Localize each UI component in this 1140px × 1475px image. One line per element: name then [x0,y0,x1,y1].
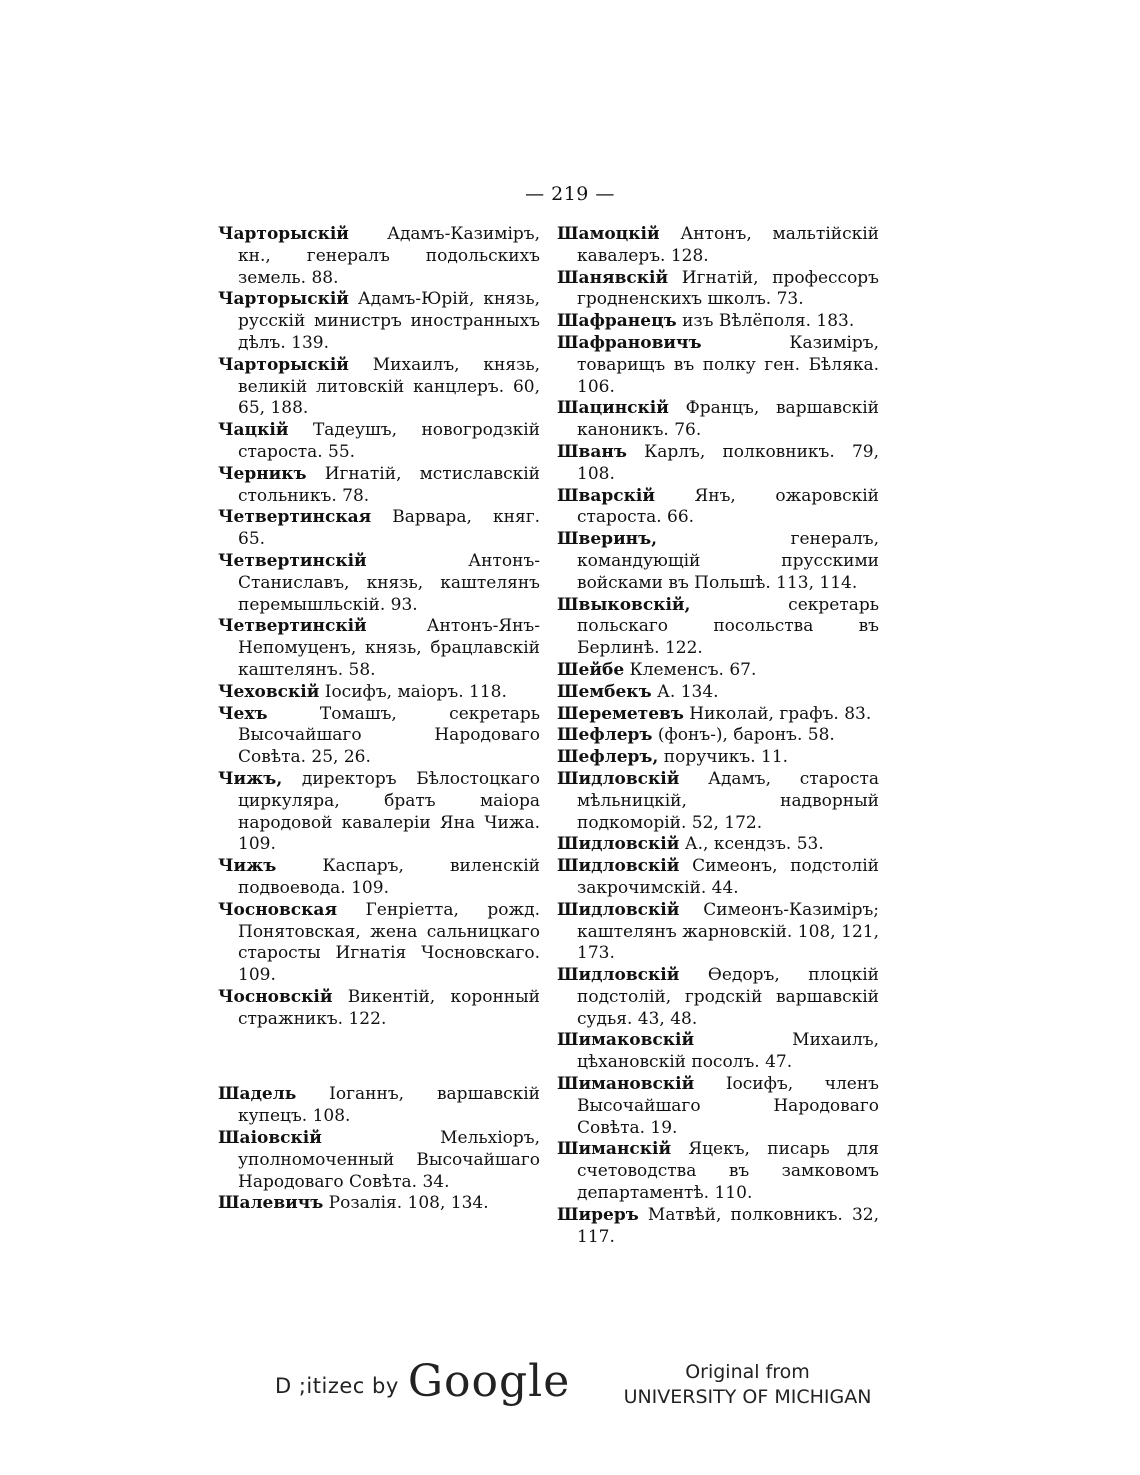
index-column-right [557,224,879,1248]
entry-details: Каспаръ, виленскій подвоевода. 109. [238,856,540,898]
entry-surname: Чарторыскій [218,354,349,375]
google-logo: Google [407,1356,571,1407]
entry-details: генералъ, командующій прусскими войсками въ Польшѣ. 113, 114. [577,529,879,593]
library-attribution [620,1360,875,1410]
entry-details: секретарь польскаго посольства въ Берлинѣ. 122. [577,594,879,659]
index-entry [557,1030,879,1074]
index-entry [557,268,879,312]
entry-details: Тадеушъ, новогродзкій староста. 55. [238,420,540,462]
entry-surname: Чарторыскій [218,224,349,244]
index-entry [218,987,540,1031]
entry-surname: Шванъ [557,441,627,462]
entries-sha [218,1084,540,1215]
index-entry [218,1084,540,1128]
entry-details: Іосифъ, членъ Высочайшаго Народоваго Совѣта. 19. [577,1074,879,1138]
google-watermark [275,1356,570,1407]
entry-details: Симеонъ-Казиміръ; каштелянъ жарновскій. 108, 121, 173. [577,899,879,964]
entry-details: изъ Вѣлёполя. 183. [676,311,855,332]
entry-surname: Шейбе [557,659,625,680]
entry-details: Антонъ, мальтійскій кавалеръ. 128. [577,224,879,266]
entry-details: Игнатій, мстиславскій стольникъ. 78. [238,463,540,506]
entry-details: поручикъ. 11. [658,747,789,768]
index-entry [557,442,879,486]
index-entry [218,224,540,289]
entry-surname: Шалевичъ [218,1193,324,1214]
entry-details: Генріетта, рожд. Понятовская, жена сальницкаго старосты Игнатія Чосновскаго. 109. [238,899,540,986]
entry-surname: Чеховскій [218,681,320,702]
entry-surname: Шимановскій [557,1074,695,1095]
entry-details: Варвара, княг. 65. [238,507,540,550]
index-entry [218,1193,540,1215]
entry-details: Адамъ-Казиміръ, кн., генералъ подольскихъ земель. 88. [238,224,540,288]
index-entry [557,529,879,594]
entry-surname: Четвертинскій [218,550,367,571]
entry-details: Матвѣй, полковникъ. 32, 117. [577,1204,879,1247]
entry-details: директоръ Бѣлостоцкаго циркуляра, братъ маіора народовой кавалеріи Яна Чижа. 109. [238,768,540,855]
entry-surname: Шефлеръ [557,725,653,746]
index-entry [557,311,879,333]
entry-details: Ѳедоръ, плоцкій подстолій, гродскій варшавскій судья. 43, 48. [577,965,879,1029]
entry-surname: Шаіовскій [218,1128,322,1149]
index-entry [557,1139,879,1204]
entry-details: (фонъ-), баронъ. 58. [652,725,835,746]
index-entry [218,507,540,551]
entry-details: Казиміръ, товарищъ въ полку ген. Бѣляка. 106. [577,332,879,397]
entry-details: Іосифъ, маіоръ. 118. [319,681,507,702]
index-entry [557,595,879,660]
entry-details: Карлъ, полковникъ. 79, 108. [577,441,879,484]
university-name: UNIVERSITY OF MICHIGAN [623,1386,872,1408]
entry-surname: Чижъ, [218,768,283,789]
entry-surname: Шимаковскій [557,1030,695,1051]
entry-details: Адамъ, староста мѣльницкій, надворный подкоморій. 52, 172. [577,768,879,833]
original-from-text: Original from [685,1361,810,1383]
index-entry [218,856,540,900]
entry-details: Клеменсъ. 67. [624,659,757,680]
page-number: — 219 — [525,183,615,205]
entry-details: А. 134. [651,681,719,702]
index-entry [557,486,879,530]
entry-surname: Шанявскій [557,267,669,288]
section-gap [218,1030,540,1084]
index-entry [557,747,879,769]
index-entry [218,682,540,704]
index-entry [557,682,879,704]
entry-surname: Чижъ [218,856,277,877]
index-entry [557,856,879,900]
index-entry [218,769,540,856]
entry-surname: Шефлеръ, [557,747,659,768]
entry-details: Викентій, коронный стражникъ. 122. [238,986,540,1029]
entry-details: Янъ, ожаровскій староста. 66. [577,485,879,528]
entry-details: Францъ, варшавскій каноникъ. 76. [577,398,879,441]
entry-surname: Шверинъ, [557,529,658,550]
index-column-left [218,224,540,1215]
index-entry [218,551,540,616]
index-entry [557,965,879,1030]
entry-details: Игнатій, профессоръ гродненскихъ школъ. 73. [577,267,879,310]
entry-surname: Чацкій [218,420,289,441]
entry-surname: Швыковскій, [557,594,691,615]
entry-surname: Шереметевъ [557,703,684,724]
entry-details: Николай, графъ. 83. [683,703,872,724]
entry-surname: Шварскій [557,485,655,506]
index-entry [557,1074,879,1139]
entry-details: Адамъ-Юрій, князь, русскій министръ иностранныхъ дѣлъ. 139. [238,289,540,353]
index-entry [557,769,879,834]
entry-details: Симеонъ, подстолій закрочимскій. 44. [577,856,879,898]
entry-details: Михаилъ, князь, великій литовскій канцлеръ. 60, 65, 188. [238,354,540,419]
entry-surname: Шембекъ [557,681,652,702]
entry-details: Михаилъ, цѣхановскій посолъ. 47. [577,1030,879,1073]
entry-surname: Черникъ [218,463,307,484]
entries-shi [557,224,879,1248]
index-entry [557,660,879,682]
entry-details: Розалія. 108, 134. [323,1193,489,1214]
index-entry [218,464,540,508]
entry-surname: Шацинскій [557,398,669,419]
entry-details: Антонъ-Станиславъ, князь, каштелянъ перемышльскій. 93. [238,550,540,615]
entry-surname: Шадель [218,1084,297,1105]
index-entry [557,398,879,442]
index-entry [218,420,540,464]
entry-details: Яцекъ, писарь для счетоводства въ замковомъ департаментѣ. 110. [577,1139,879,1204]
index-entry [218,355,540,420]
index-entry [218,616,540,681]
index-entry [557,834,879,856]
index-entry [218,289,540,354]
entry-surname: Шидловскій [557,768,680,789]
index-entry [557,1205,879,1249]
entry-surname: Чарторыскій [218,289,349,310]
index-entry [218,900,540,987]
entry-surname: Четвертинскій [218,616,367,637]
entry-details: Антонъ-Янъ-Непомуценъ, князь, брацлавскій каштелянъ. 58. [238,616,540,680]
index-entry [218,1128,540,1193]
entry-surname: Шиманскій [557,1139,672,1160]
index-entry [557,333,879,398]
entry-surname: Четвертинская [218,507,372,528]
entry-surname: Чосновская [218,899,338,920]
digitized-by-text: D ;itizec by [275,1374,399,1398]
entry-surname: Шафрановичъ [557,332,702,353]
index-entry [218,704,540,769]
entry-surname: Шидловскій [557,899,680,920]
entry-surname: Шидловскій [557,856,680,877]
entry-surname: Шафранецъ [557,311,677,332]
entry-surname: Шидловскій [557,965,680,986]
index-entry [557,725,879,747]
entry-surname: Чехъ [218,703,268,724]
entry-surname: Чосновскій [218,986,333,1007]
index-entry [557,900,879,965]
entry-surname: Ширеръ [557,1204,639,1225]
entry-surname: Шамоцкій [557,224,660,244]
index-entry [557,224,879,268]
entry-details: Мельхіоръ, уполномоченный Высочайшаго Народоваго Совѣта. 34. [238,1128,540,1192]
entry-details: Іоганнъ, варшавскій купецъ. 108. [238,1084,540,1127]
entry-details: А., ксендзъ. 53. [679,834,824,855]
entry-surname: Шидловскій [557,834,680,855]
entries-che [218,224,540,1030]
entry-details: Томашъ, секретарь Высочайшаго Народоваго Совѣта. 25, 26. [238,703,540,768]
index-entry [557,704,879,726]
